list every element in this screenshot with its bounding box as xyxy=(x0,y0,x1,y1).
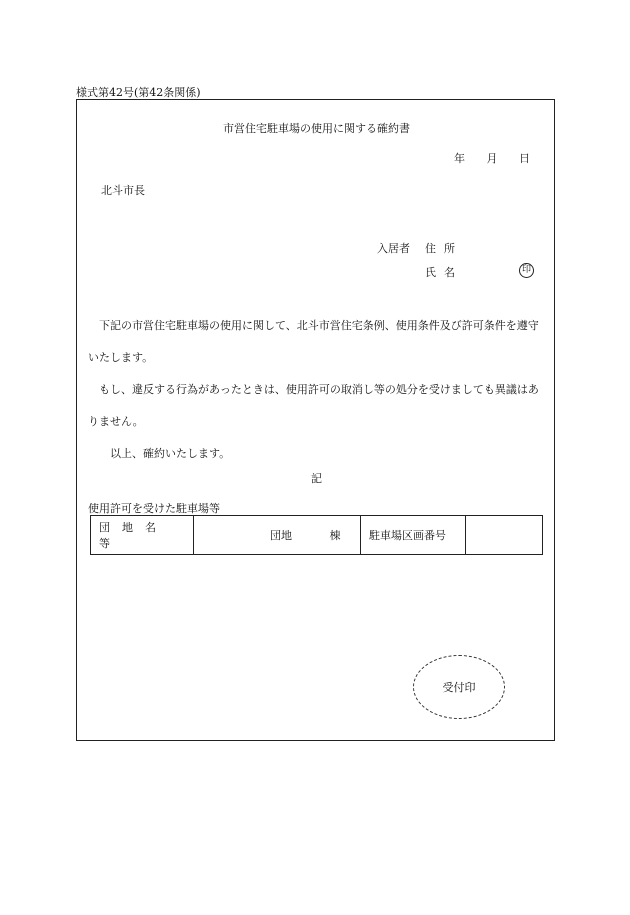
seal-mark-icon: 印 xyxy=(519,263,534,278)
form-number-label: 様式第42号(第42条関係) xyxy=(76,86,201,99)
document-title: 市営住宅駐車場の使用に関する確約書 xyxy=(223,122,410,135)
paragraph-closing: 以上、確約いたします。 xyxy=(110,447,231,460)
table-row xyxy=(91,516,543,555)
date-year-label: 年 xyxy=(454,152,465,165)
document-frame xyxy=(76,99,555,741)
parking-lot-table xyxy=(90,515,543,555)
paragraph-violation: もし、違反する行為があったときは、使用許可の取消し等の処分を受けましても異議はありません。 xyxy=(88,383,539,428)
danchi-name-label: 団地名等 xyxy=(91,516,194,555)
lot-caption: 使用許可を受けた駐車場等 xyxy=(88,502,220,515)
paragraph-compliance: 下記の市営住宅駐車場の使用に関して、北斗市営住宅条例、使用条件及び許可条件を遵守いたします。 xyxy=(88,319,539,364)
pledge-body xyxy=(88,310,548,470)
lot-number-label: 駐車場区画番号 xyxy=(361,516,466,555)
lot-number-cell[interactable] xyxy=(466,516,543,555)
ki-heading: 記 xyxy=(311,472,322,485)
reception-stamp-area xyxy=(413,655,505,719)
addressee: 北斗市長 xyxy=(101,184,145,197)
address-label: 住所 xyxy=(425,242,463,255)
reception-stamp-label: 受付印 xyxy=(442,681,476,694)
name-label: 氏名 xyxy=(425,266,463,279)
resident-label: 入居者 xyxy=(377,242,410,255)
date-line xyxy=(436,150,530,166)
danchi-entry-cell[interactable] xyxy=(194,516,361,555)
date-day-label: 日 xyxy=(519,152,530,165)
date-month-label: 月 xyxy=(486,152,498,165)
building-label: 棟 xyxy=(329,529,341,542)
danchi-label: 団地 xyxy=(270,529,292,542)
